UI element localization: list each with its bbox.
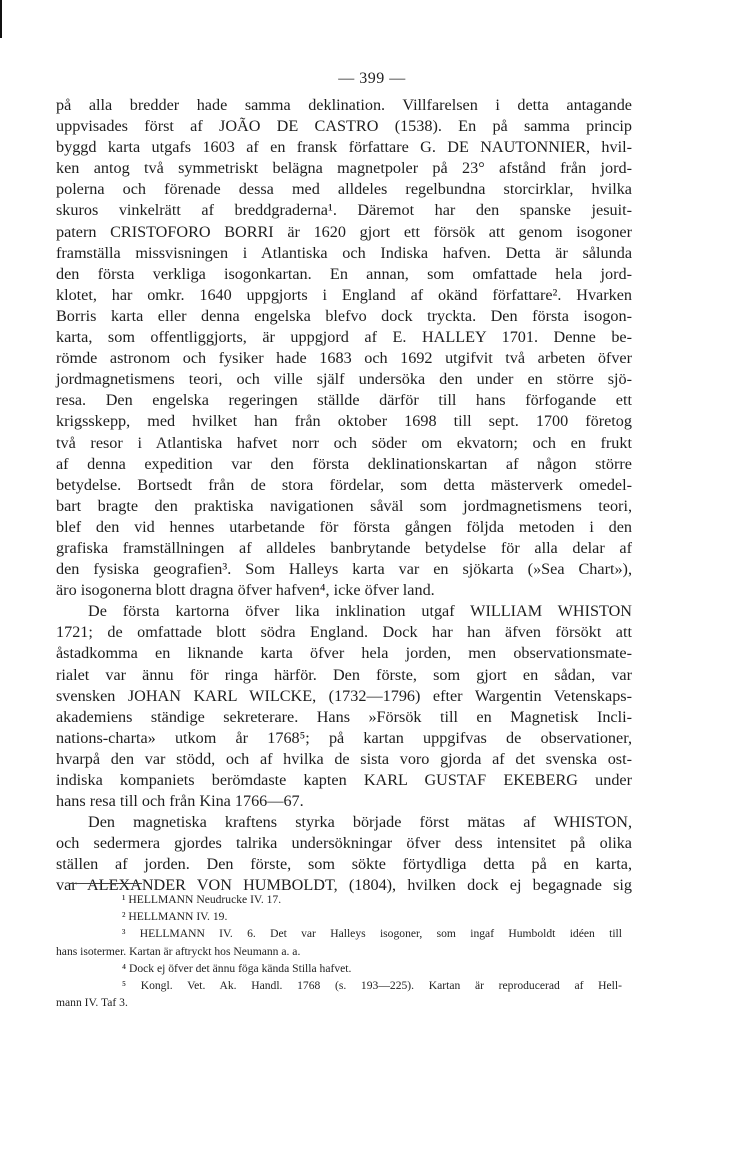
text-line: uppvisades först af JOÃO DE CASTRO (1538). En på samma princip <box>56 117 632 136</box>
text-line: rialet var ännu för ringa härför. Den förste, som gjort en sådan, var <box>56 665 632 684</box>
text-line: två resor i Atlantiska hafvet norr och söder om ekvatorn; och en frukt <box>56 433 632 452</box>
text-line: framställa missvisningen i Atlantiska och Indiska hafven. Detta är sålunda <box>56 243 632 262</box>
text-line: Borris karta eller denna engelska blefvo dock tryckta. Den första isogon- <box>56 306 632 325</box>
text-line: karta, som offentliggjorts, är uppgjord af E. HALLEY 1701. Denne be- <box>56 328 632 347</box>
text-line: den första verkliga isogonkartan. En annan, som omfattade hela jord- <box>56 264 632 283</box>
text-line: indiska kompaniets berömdaste kapten KARL GUSTAF EKEBERG under <box>56 771 632 789</box>
text-line: nations-charta» utkom år 1768⁵; på kartan uppgifvas de observationer, <box>56 728 632 747</box>
footnote-line: mann IV. Taf 3. <box>56 996 128 1010</box>
text-line: svensken JOHAN KARL WILCKE, (1732—1796) efter Wargentin Vetenskaps- <box>56 686 632 705</box>
footnote-line: ¹ HELLMANN Neudrucke IV. 17. <box>122 893 282 906</box>
footnote-line: hans isotermer. Kartan är aftryckt hos Neumann a. a. <box>56 944 301 958</box>
text-line: ställen af jorden. Den förste, som sökte förtydliga detta på en karta, <box>56 855 632 874</box>
text-line: resa. Den engelska regeringen ställde därför till hans förfogande ett <box>56 391 632 410</box>
footnote-line: ² HELLMANN IV. 19. <box>122 910 228 924</box>
footnote-line: ³ HELLMANN IV. 6. Det var Halleys isogoner, som ingaf Humboldt idéen till <box>122 927 622 941</box>
text-line: skuros vinkelrätt af breddgraderna¹. Däremot har den spanske jesuit- <box>56 201 632 220</box>
footnote-line: ⁴ Dock ej öfver det ännu föga kända Stilla hafvet. <box>122 961 352 975</box>
footnotes <box>56 891 622 1011</box>
text-line: Den magnetiska kraftens styrka började först mätas af WHISTON, <box>88 813 632 832</box>
text-line: den fysiska geografien³. Som Halleys karta var en sjökarta (»Sea Chart»), <box>56 560 632 579</box>
text-line: krigsskepp, med hvilket han från oktober 1698 till sept. 1700 företog <box>56 412 632 431</box>
page-edge-mark <box>0 0 2 38</box>
text-line: och sedermera gjordes talrika undersökningar öfver dess intensitet på olika <box>56 834 632 853</box>
text-line: jordmagnetismens teori, och ville själf undersöka den under en större sjö- <box>56 370 632 389</box>
text-line: patern CRISTOFORO BORRI är 1620 gjort ett försök att genom isogoner <box>56 222 632 241</box>
text-line: blef den vid hennes utarbetande för första gången följda metoden i den <box>56 517 632 536</box>
text-line: af denna expedition var den första deklinationskartan af någon större <box>56 454 632 473</box>
text-line: åstadkomma en liknande karta öfver hela jorden, men observationsmate- <box>56 644 632 663</box>
footnote-divider <box>70 883 142 884</box>
text-line: var ALEXANDER VON HUMBOLDT, (1804), hvilken dock ej begagnade sig <box>56 876 632 895</box>
body-text <box>56 95 632 897</box>
page-number: — 399 — <box>338 70 406 87</box>
text-line: klotet, har omkr. 1640 uppgjorts i England af okänd författare². Hvarken <box>56 285 632 304</box>
text-line: äro isogonerna blott dragna öfver hafven⁴, icke öfver land. <box>56 581 435 600</box>
text-line: 1721; de omfattade blott södra England. Dock har han äfven försökt att <box>56 623 632 642</box>
text-line: akademiens ständige sekreterare. Hans »Försök till en Magnetisk Incli- <box>56 707 632 726</box>
text-line: grafiska framställningen af alldeles banbrytande betydelse för alla delar af <box>56 538 632 557</box>
text-line: byggd karta utgafs 1603 af en fransk författare G. DE NAUTONNIER, hvil- <box>56 138 632 157</box>
text-line: römde astronom och fysiker hade 1683 och 1692 utgifvit två arbeten öfver <box>56 349 632 368</box>
text-line: bart bragte den praktiska navigationen såväl som jordmagnetismens teori, <box>56 496 632 515</box>
text-line: polerna och förenade dessa med alldeles regelbundna storcirklar, hvilka <box>56 180 632 199</box>
text-line: De första kartorna öfver lika inklination utgaf WILLIAM WHISTON <box>88 602 632 621</box>
text-line: hans resa till och från Kina 1766—67. <box>56 792 304 811</box>
text-line: hvarpå den var stödd, och af hvilka de sista voro gjorda af det svenska ost- <box>56 749 632 768</box>
text-line: ken antog två symmetriskt belägna magnetpoler på 23° afstånd från jord- <box>56 159 632 178</box>
footnote-line: ⁵ Kongl. Vet. Ak. Handl. 1768 (s. 193—225). Kartan är reproducerad af Hell- <box>122 978 622 992</box>
text-line: betydelse. Bortsedt från de stora fördelar, som detta mästerverk omedel- <box>56 475 632 494</box>
text-line: på alla bredder hade samma deklination. Villfarelsen i detta antagande <box>56 96 632 114</box>
